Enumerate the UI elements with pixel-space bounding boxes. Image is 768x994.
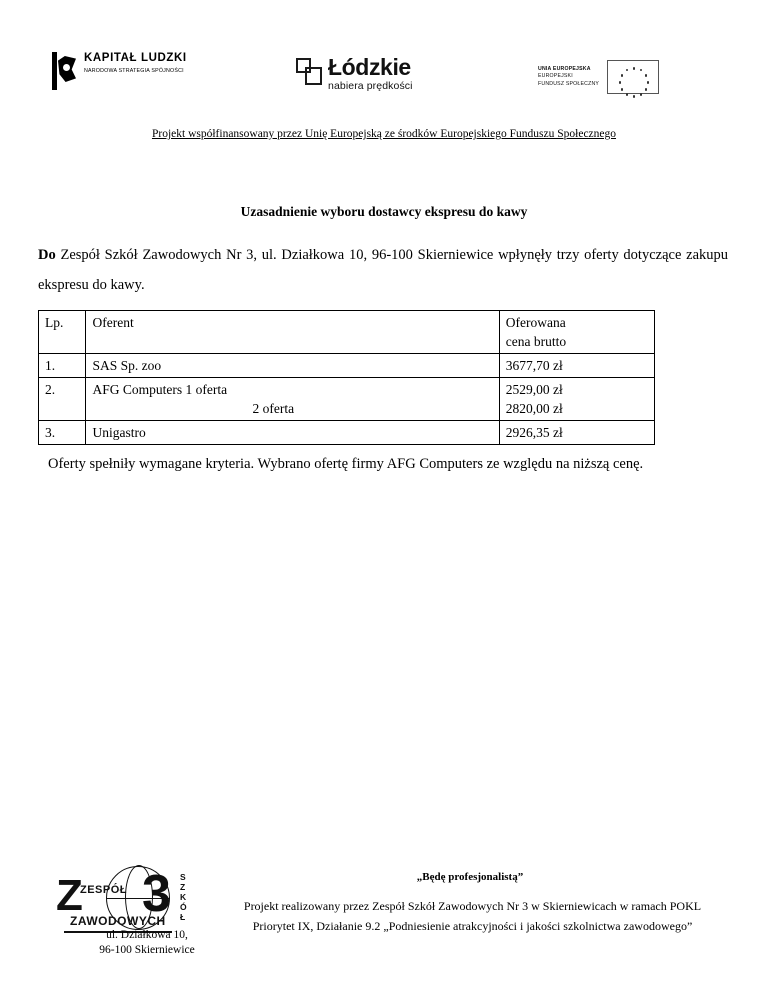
- intro-paragraph: [38, 240, 728, 300]
- page-title: Uzasadnienie wyboru dostawcy ekspresu do kawy: [240, 204, 528, 219]
- eu-logo-text: [538, 66, 599, 88]
- row-oferent-line1: AFG Computers 1 oferta: [92, 382, 228, 397]
- footer-address-line2: 96-100 Skierniewice: [99, 944, 195, 956]
- table-row: [39, 378, 655, 421]
- header-lp: Lp.: [39, 311, 86, 354]
- row-lp: 2.: [39, 378, 86, 421]
- kapital-ludzki-logo: [52, 52, 187, 90]
- footer-text-line1: Projekt realizowany przez Zespół Szkół Zawodowych Nr 3 w Skierniewicach w ramach POKL: [243, 899, 702, 913]
- lodzkie-subtitle: nabiera prędkości: [328, 80, 413, 92]
- footer-logo-number: 3: [142, 865, 171, 923]
- eu-logo: [538, 60, 659, 94]
- eu-line-1: UNIA EUROPEJSKA: [538, 66, 591, 73]
- footer-slogan: „Będę profesjonalistą”: [416, 871, 524, 883]
- table-header-row: [39, 311, 655, 354]
- kapital-ludzki-title: KAPITAŁ LUDZKI: [84, 52, 187, 64]
- conclusion-paragraph: Oferty spełniły wymagane kryteria. Wybrano ofertę firmy AFG Computers ze względu na niższą cenę.: [48, 456, 644, 472]
- eu-line-2: EUROPEJSKI: [538, 73, 573, 80]
- row-price: [499, 378, 654, 421]
- row-price: 3677,70 zł: [499, 354, 654, 378]
- table-row: [39, 354, 655, 378]
- row-oferent: SAS Sp. zoo: [86, 354, 499, 378]
- lodzkie-logo: [296, 56, 413, 93]
- row-oferent: Unigastro: [86, 421, 499, 445]
- header-logo-bar: [0, 52, 768, 110]
- human-capital-logo-icon: [52, 52, 77, 90]
- table-row: [39, 421, 655, 445]
- eu-flag-icon: [607, 60, 659, 94]
- eu-funding-subtitle: Projekt współfinansowany przez Unię Europejską ze środków Europejskiego Funduszu Społecznego: [151, 128, 617, 140]
- footer-address-line1: ul. Działkowa 10,: [106, 929, 188, 941]
- lodzkie-squares-icon: [296, 58, 322, 88]
- row-price: 2926,35 zł: [499, 421, 654, 445]
- row-oferent: [86, 378, 499, 421]
- footer-logo-zespol: ZESPÓŁ: [80, 884, 128, 896]
- header-price: [499, 311, 654, 354]
- kapital-ludzki-subtitle: NARODOWA STRATEGIA SPÓJNOŚCI: [84, 68, 184, 74]
- footer-logo-vertical: S Z K Ó Ł: [180, 872, 188, 922]
- offers-table: [38, 310, 655, 445]
- lodzkie-text: [328, 56, 413, 93]
- kapital-ludzki-text: [84, 52, 187, 75]
- footer-project-text: [200, 896, 745, 936]
- row-price-line1: 2529,00 zł: [505, 382, 563, 397]
- header-oferent: Oferent: [86, 311, 499, 354]
- lodzkie-title: Łódzkie: [328, 54, 411, 80]
- header-price-line2: cena brutto: [505, 334, 567, 349]
- footer-text-line2: Priorytet IX, Działanie 9.2 „Podniesienie atrakcyjności i jakości szkolnictwa zawodowego”: [252, 919, 693, 933]
- row-lp: 1.: [39, 354, 86, 378]
- eu-line-3: FUNDUSZ SPOŁECZNY: [538, 80, 600, 87]
- header-price-line1: Oferowana: [505, 315, 566, 330]
- intro-lead: Do: [38, 247, 56, 263]
- row-price-line2: 2820,00 zł: [505, 401, 563, 416]
- footer-logo-zawodowych: ZAWODOWYCH: [70, 914, 166, 928]
- row-oferent-line2: 2 oferta: [252, 401, 295, 416]
- school-globe-logo-icon: Z ZESPÓŁ 3 ZAWODOWYCH S Z K Ó Ł: [56, 866, 256, 966]
- row-lp: 3.: [39, 421, 86, 445]
- intro-text: Zespół Szkół Zawodowych Nr 3, ul. Działkowa 10, 96-100 Skierniewice wpłynęły trzy oferty dotyczące zakupu ekspresu do kawy.: [38, 247, 728, 293]
